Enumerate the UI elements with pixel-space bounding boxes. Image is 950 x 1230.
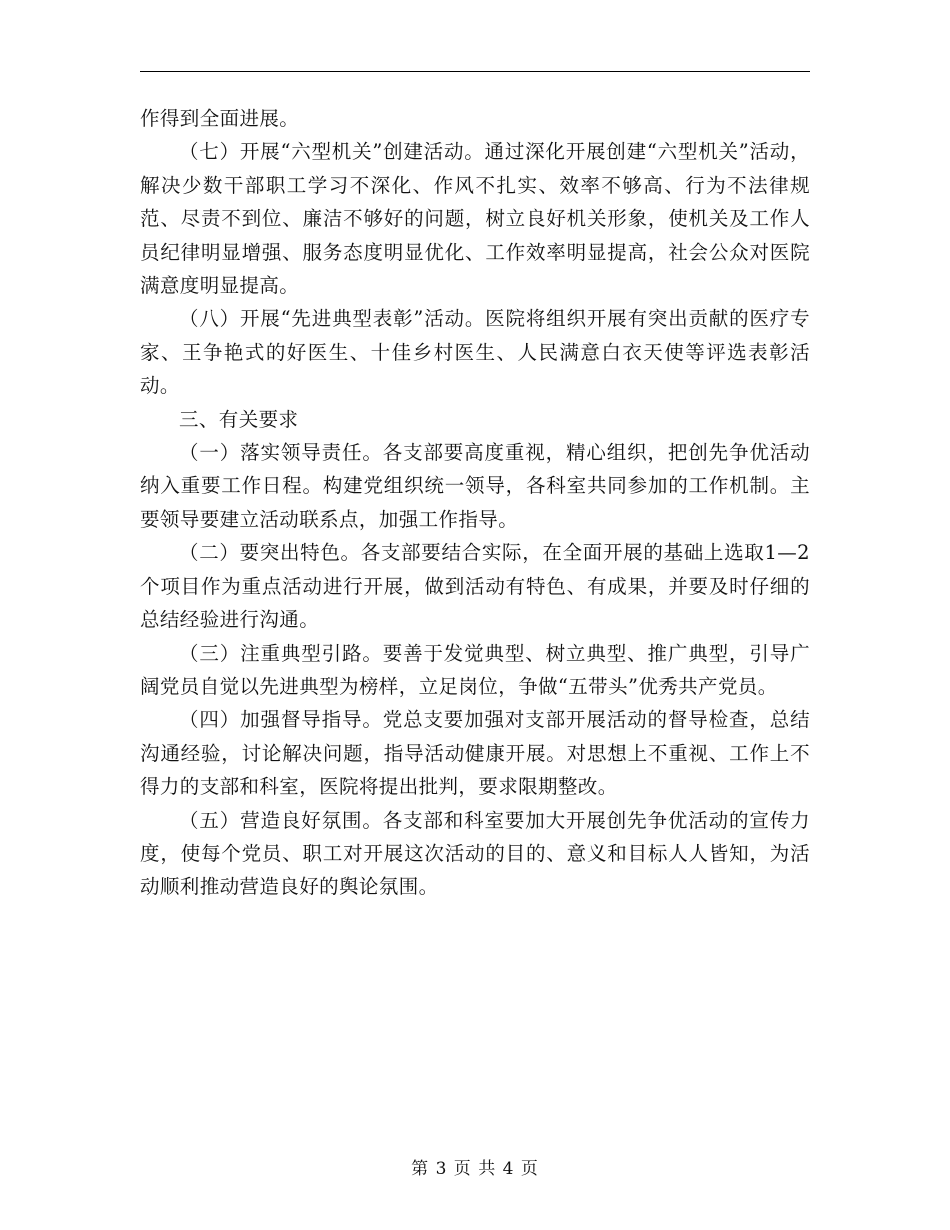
page-number-footer: 第 3 页 共 4 页 xyxy=(411,1159,539,1179)
paragraph-requirement-one: （一）落实领导责任。各支部要高度重视，精心组织，把创先争优活动纳入重要工作日程。构建党组织统一领导，各科室共同参加的工作机制。主要领导要建立活动联系点，加强工作指导。 xyxy=(140,441,810,531)
paragraph-requirement-five: （五）营造良好氛围。各支部和科室要加大开展创先争优活动的宣传力度，使每个党员、职工对开展这次活动的目的、意义和目标人人皆知，为活动顺利推动营造良好的舆论氛围。 xyxy=(140,808,810,899)
document-body xyxy=(140,102,810,904)
paragraph-continuation: 作得到全面进展。 xyxy=(140,107,300,130)
paragraph-item-seven: （七）开展“六型机关”创建活动。通过深化开展创建“六型机关”活动，解决少数干部职工学习不深化、作风不扎实、效率不够高、行为不法律规范、尽责不到位、廉洁不够好的问题，树立良好机关形象，使机关及工作人员纪律明显增强、服务态度明显优化、工作效率明显提高，社会公众对医院满意度明显提高。 xyxy=(140,140,810,298)
header-rule xyxy=(140,71,810,72)
paragraph-requirement-four: （四）加强督导指导。党总支要加强对支部开展活动的督导检查，总结沟通经验，讨论解决问题，指导活动健康开展。对思想上不重视、工作上不得力的支部和科室，医院将提出批判，要求限期整改。 xyxy=(140,708,810,799)
paragraph-requirement-two: （二）要突出特色。各支部要结合实际，在全面开展的基础上选取1—2个项目作为重点活动进行开展，做到活动有特色、有成果，并要及时仔细的总结经验进行沟通。 xyxy=(140,541,810,632)
paragraph-requirement-three: （三）注重典型引路。要善于发觉典型、树立典型、推广典型，引导广阔党员自觉以先进典型为榜样，立足岗位，争做“五带头”优秀共产党员。 xyxy=(140,641,810,698)
paragraph-item-eight: （八）开展“先进典型表彰”活动。医院将组织开展有突出贡献的医疗专家、王争艳式的好医生、十佳乡村医生、人民满意白衣天使等评选表彰活动。 xyxy=(140,307,810,398)
section-heading-requirements: 三、有关要求 xyxy=(179,407,299,431)
